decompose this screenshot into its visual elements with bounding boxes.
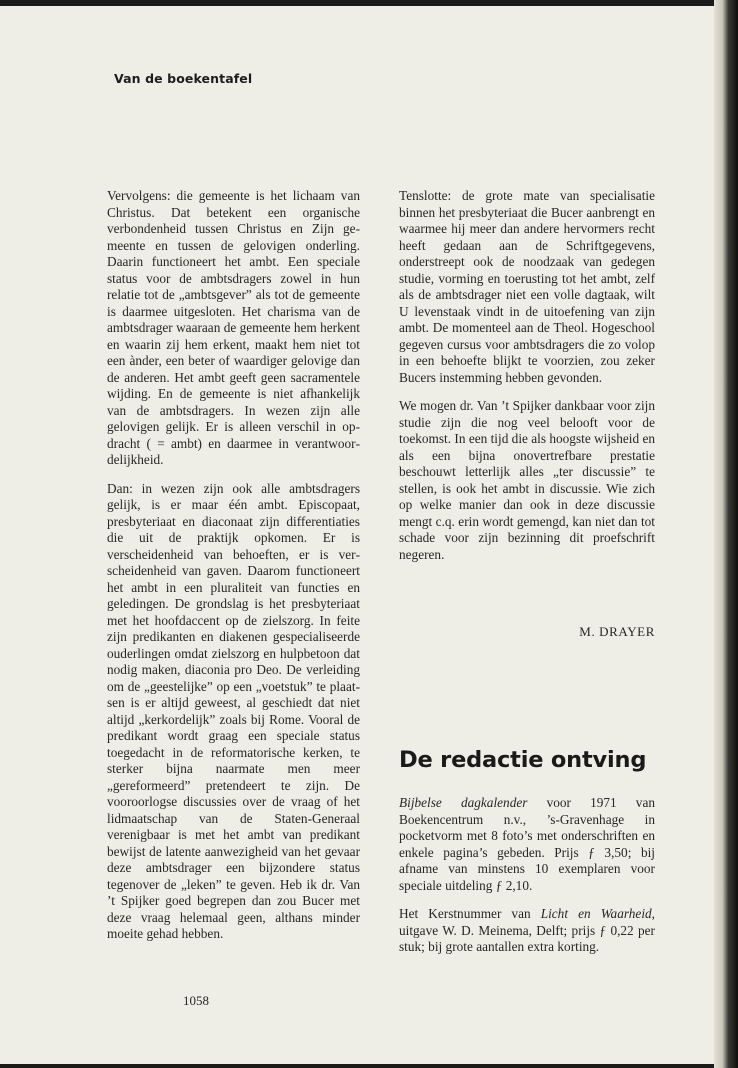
- item-prefix: Het Kerstnummer van: [399, 906, 541, 921]
- item-text: uitgave W. D. Meinema, Delft; prijs ƒ 0,22 per stuk; bij grote aantallen extra korting.: [399, 922, 655, 954]
- book-title: Bijbelse dagkalender: [399, 795, 528, 810]
- paragraph: Vervolgens: die gemeente is het lichaam van Christus. Dat betekent een organische verbondenheid tussen Christus en Zijn gemeente en tussen de gelovigen onderling. Daarin functioneert het ambt. Een speciale status voor de ambtsdragers zowel in hun relatie tot de „ambtsgever” als tot de gemeente is daarmee uitgesloten. Het charisma van de ambtsdrager waaraan de gemeente hem herkent en waarin zij hem erkent, maakt hem niet tot een ànder, een beter of waardiger gelovige dan de anderen. Het ambt geeft geen sacramentele wijding. En de gemeente is niet afhankelijk van de ambtsdragers. In wezen zijn alle gelovigen gelijk. Er is alleen verschil in opdracht ( = ambt) en daarmee in verantwoordelijkheid.: [107, 188, 360, 467]
- document-page: [0, 6, 714, 1064]
- publication-title: Licht en Waarheid,: [540, 906, 655, 921]
- page-edge-shadow: [714, 0, 738, 1068]
- paragraph: Tenslotte: de grote mate van specialisatie binnen het presbyteriaat die Bucer aanbrengt en waarmee hij meer dan andere hervormers recht heeft gedaan aan de Schriftgegevens, onderstreept ook de noodzaak van gedegen studie, vorming en toerusting tot het ambt, zelf als de ambtsdrager niet een volle dagtaak, wilt U levenstaak vindt in de uitoefening van zijn ambt. De momenteel aan de Theol. Hogeschool gegeven cursus voor ambtsdragers die zo volop in een behoefte blijkt te voorzien, zou zeker Bucers instemming hebben gevonden.: [399, 188, 655, 385]
- received-item: [399, 906, 655, 956]
- running-header: Van de boekentafel: [114, 71, 253, 86]
- item-text: voor 1971 van Boekencentrum n.v., ’s-Gravenhage in pocketvorm met 8 foto’s met onderschriften en enkele pagina’s gebeden. Prijs ƒ 3,50; bij afname van minstens 10 exemplaren voor speciale uitdeling ƒ 2,10.: [399, 795, 656, 893]
- right-column: [399, 188, 655, 575]
- left-column: [107, 188, 360, 955]
- received-item: [399, 795, 655, 894]
- section-heading: De redactie ontving: [399, 747, 647, 773]
- paragraph: We mogen dr. Van ’t Spijker dankbaar voor zijn studie zijn die nog veel belooft voor de toekomst. In een tijd die als hoogste wijsheid en als een bijna onovertrefbare prestatie beschouwt letterlijk alles „ter discussie” te stellen, is ook het ambt in discussie. Wie zich op welke manier dan ook in deze discussie mengt c.q. erin wordt gemengd, kan niet dan tot schade voor zijn bezinning dit proefschrift negeren.: [399, 398, 655, 562]
- received-list: [399, 795, 655, 968]
- paragraph: Dan: in wezen zijn ook alle ambtsdragers gelijk, is er maar één ambt. Episcopaat, presbyteriaat en diaconaat zijn differentiaties die uit de praktijk opkomen. Er is verscheidenheid van behoeften, er is verscheidenheid van gaven. Daarom functioneert het ambt in een pluraliteit van functies en geledingen. De grondslag is het presbyteriaat met het hoofdaccent op de zielszorg. In feite zijn predikanten en diakenen gespecialiseerde ouderlingen omdat zielszorg en hulpbetoon dat nodig maken, diaconia pro Deo. De verleiding om de „geestelijke” op een „voetstuk” te plaatsen is er altijd geweest, al geschiedt dat niet altijd „kerkordelijk” zoals bij Rome. Vooral de predikant wordt graag een speciale status toegedacht in de reformatorische kerken, te sterker bijna naarmate men meer „gereformeerd” pretendeert te zijn. De vooroorlogse discussies over de vraag of het lidmaatschap van de Staten-Generaal verenigbaar is met het ambt van predikant bewijst de latente aanwezigheid van het gevaar deze ambtsdrager een bijzondere status tegenover de „leken” te geven. Heb ik dr. Van ’t Spijker goed begrepen dan zou Bucer met deze vraag helemaal geen, althans minder moeite gehad hebben.: [107, 480, 360, 941]
- author-signature: M. DRAYER: [579, 624, 655, 639]
- page-number: 1058: [183, 993, 209, 1008]
